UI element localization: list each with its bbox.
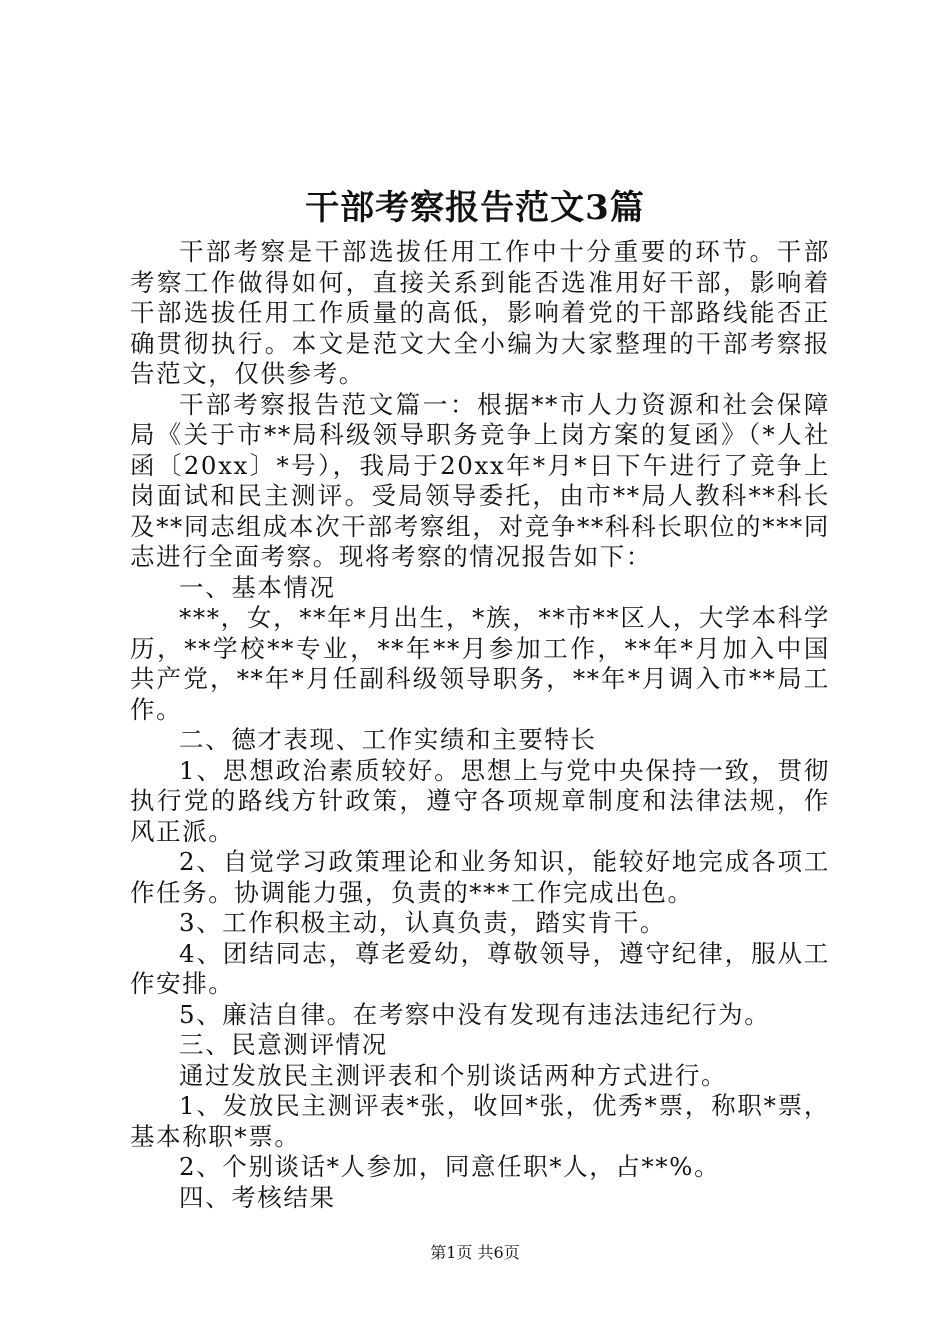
performance-item-5: 5、廉洁自律。在考察中没有发现有违法违纪行为。 — [179, 999, 771, 1029]
public-opinion-item-2: 2、个别谈话*人参加，同意任职*人，占**%。 — [179, 1152, 721, 1181]
intro-paragraph: 干部考察是干部选拔任用工作中十分重要的环节。干部考察工作做得如何，直接关系到能否选准用好干部，影响着干部选拔任用工作质量的高低，影响着党的干部路线能否正确贯彻执行。本文是范文大全小编为大家整理的干部考察报告范文，仅供参考。 — [130, 237, 830, 388]
performance-item-1: 1、思想政治素质较好。思想上与党中央保持一致，贯彻执行党的路线方针政策，遵守各项规章制度和法律法规，作风正派。 — [130, 755, 830, 846]
performance-item-4: 4、团结同志，尊老爱幼，尊敬领导，遵守纪律，服从工作安排。 — [130, 938, 830, 998]
section-heading-basic-info: 一、基本情况 — [179, 572, 336, 602]
section-heading-performance: 二、德才表现、工作实绩和主要特长 — [179, 725, 597, 754]
section-heading-public-opinion: 三、民意测评情况 — [179, 1030, 388, 1059]
page-title: 干部考察报告范文3篇 — [305, 188, 645, 228]
public-opinion-method: 通过发放民主测评表和个别谈话两种方式进行。 — [179, 1060, 728, 1090]
performance-item-2: 2、自觉学习政策理论和业务知识，能较好地完成各项工作任务。协调能力强，负责的***工作完成出色。 — [130, 847, 830, 907]
document-body — [130, 237, 830, 1213]
section-heading-assessment-result: 四、考核结果 — [179, 1182, 336, 1212]
public-opinion-item-1: 1、发放民主测评表*张，收回*张，优秀*票，称职*票，基本称职*票。 — [130, 1091, 830, 1151]
report-one-opening-paragraph: 干部考察报告范文篇一：根据**市人力资源和社会保障局《关于市**局科级领导职务竞争上岗方案的复函》（*人社函〔20xx〕*号），我局于20xx年*月*日下午进行了竞争上岗面试和民主测评。受局领导委托，由市**局人教科**科长及**同志组成本次干部考察组，对竞争**科科长职位的***同志进行全面考察。现将考察的情况报告如下： — [130, 389, 830, 571]
basic-info-paragraph: ***，女，**年*月出生，*族，**市**区人，大学本科学历，**学校**专业，**年**月参加工作，**年*月加入中国共产党，**年*月任副科级领导职务，**年*月调入市**局工作。 — [130, 603, 830, 724]
performance-item-3: 3、工作积极主动，认真负责，踏实肯干。 — [179, 908, 666, 937]
page-number-footer: 第1页 共6页 — [430, 1243, 520, 1262]
